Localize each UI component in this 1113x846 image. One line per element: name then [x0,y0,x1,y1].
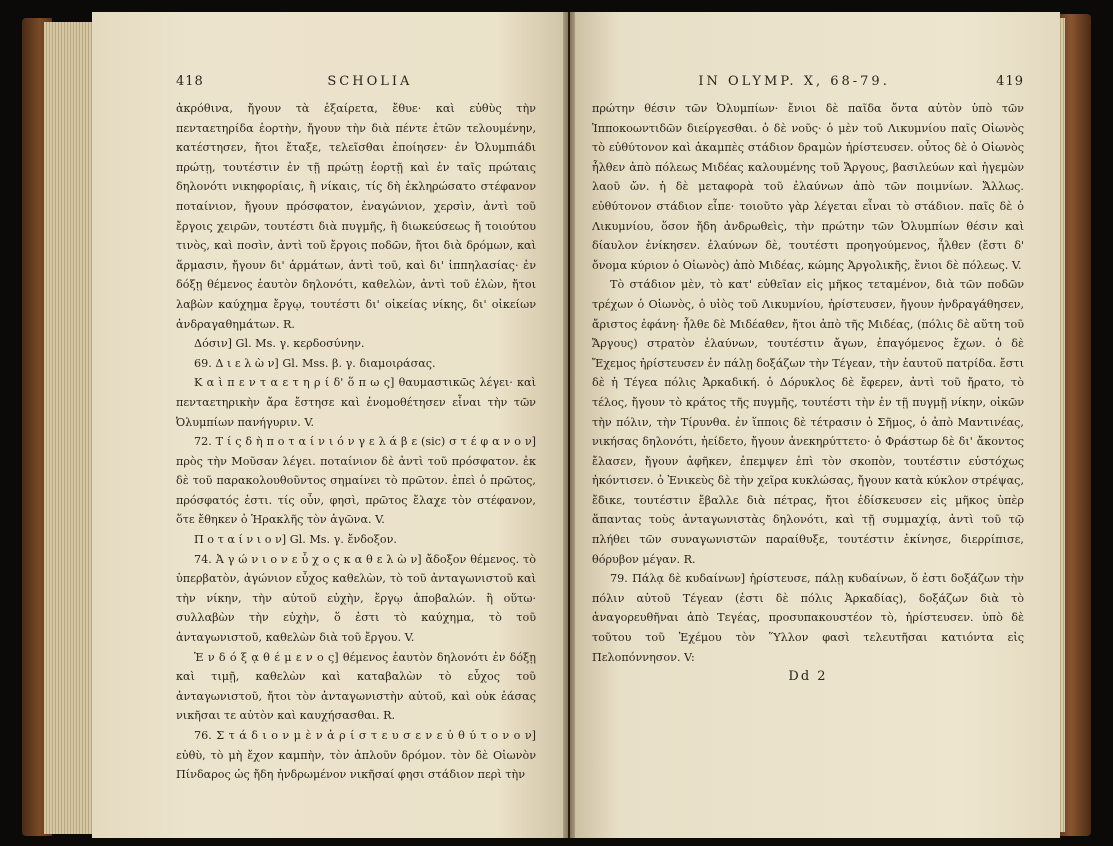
scholion-paragraph: Τὸ στάδιον μὲν, τὸ κατ' εὐθεῖαν εἰς μῆκος τεταμένον, διὰ τῶν ποδῶν τρέχων ὁ Οἰωνὸς, ὁ υἱὸς τοῦ Λικυμνίου, ἠρίστευσεν, ἤγουν ἠνδραγάθησεν, ἄριστος ἐφάνη· ἦλθε δὲ Μιδέαθεν, ἤτοι ἀπὸ τῆς Μιδέας, (πόλις δὲ αὕτη τοῦ Ἄργους) στρατὸν ἐλαύνων, τουτέστιν ἄγων, ἐπαγόμενος ἔχων. ὁ δὲ Ἔχεμος ἠρίστευσεν ἐν πάλῃ δοξάζων τὴν Τέγεαν, τὴν ἑαυτοῦ πατρίδα. ἔστι δὲ ἡ Τέγεα πόλις Ἀρκαδική. ὁ Δόρυκλος δὲ ἔφερεν, ἀντὶ τοῦ ἤρατο, τὸ τέλος, ἤγουν τὸ κράτος τῆς πυγμῆς, τουτέστι τὴν ἐν τῇ πυγμῇ νίκην, οἰκῶν τὴν πόλιν, τὴν Τίρυνθα. ἐν ἵπποις δὲ τέτρασιν ὁ Σῆμος, ὁ ἀπὸ Μαντινέας, νικήσας δηλονότι, ἠείδετο, ἤγουν ἀνεκηρύττετο· ὁ Φράστωρ δὲ δι' ἄκοντος ἔλασεν, ἤγουν ἀφῆκεν, ἐπεμψεν ἐπὶ τὸν σκοπὸν, τουτέστιν εὐστόχως ἠκόντισεν. ὁ Ἐνικεὺς δὲ τὴν χεῖρα κυκλώσας, ἤγουν κατὰ κύκλον στρέψας, ἔδικε, τουτέστιν ἔβαλλε διὰ πέτρας, ἤτοι ἐδίσκευσεν εἰς μῆκος ὑπὲρ ἅπαντας τοὺς ἀνταγωνιστὰς δηλονότι, καὶ τῇ συμμαχίᾳ, ἀντὶ τοῦ τῷ πλήθει τῶν συναγωνιστῶν παραίθυξε, τουτέστιν ἐκίνησε, διερρίπισε, θόρυβον μέγαν. R. [592,278,1024,566]
scholion-paragraph: Κ α ὶ π ε ν τ α ε τ η ρ ί δ' ὅ π ω ς] θαυμαστικῶς λέγει· καὶ πενταετηρικὴν ἄρα ἔστησε καὶ ἐνομοθέτησεν εἶναι τὴν τῶν Ὀλυμπίων πανήγυριν. V. [176,376,536,429]
scholion-paragraph: 72. Τ ί ς δ ὴ π ο τ α ί ν ι ό ν γ ε λ ά β ε (sic) σ τ έ φ α ν ο ν] πρὸς τὴν Μοῦσαν λέγει. ποταίνιον δὲ ἀντὶ τοῦ πρόσφατον. ἐκ δὲ τοῦ παρακολουθοῦντος σημαίνει τὸ πρῶτον. ἐπεὶ ὁ πρῶτος, πρόσφατός ἐστι. τίς οὖν, φησὶ, πρῶτος ἔλαχε τὸν στέφανον, ὅτε ἔθηκεν ὁ Ἡρακλῆς τὸν ἀγῶνα. V. [176,435,536,527]
left-page-text [176,99,536,785]
signature-text: Dd 2 [788,669,828,685]
scholion-paragraph: Ἐ ν δ ό ξ ᾳ θ έ μ ε ν ο ς] θέμενος ἑαυτὸν δηλονότι ἐν δόξῃ καὶ τιμῇ, καθελὼν καὶ καταβαλὼν τὸ εὖχος τοῦ ἀνταγωνιστοῦ, ἤτοι τὸν ἀνταγωνιστὴν αὐτοῦ, καὶ οὐκ ἐάσας νικῆσαι τε αὐτὸν καὶ καυχήσασθαι. R. [176,650,536,723]
scholion-paragraph: πρώτην θέσιν τῶν Ὀλυμπίων· ἔνιοι δὲ παῖδα ὄντα αὐτὸν ὑπὸ τῶν Ἱπποκοωντιδῶν διείργεσθαι. ὁ δὲ νοῦς· ὁ μὲν τοῦ Λικυμνίου παῖς Οἰωνὸς τὸ εὐθύτονον καὶ ἀκαμπὲς στάδιον δραμὼν ἠρίστευσεν. οὗτος δὲ ὁ Οἰωνὸς ἦλθεν ἀπὸ πόλεως Μιδέας καλουμένης τοῦ Ἄργους, βασιλεύων καὶ ἡγεμὼν λαοῦ ὤν. ἡ δὲ μεταφορὰ τοῦ ἐλαύνων ἀπὸ τῶν ποιμνίων. Ἄλλως. εὐθύτονον στάδιον εἶπε· τοιοῦτο γὰρ λέγεται εἶναι τὸ στάδιον. παῖς δὲ ὁ Λικυμνίου, ὅσον ἤδη ἀνδρωθεὶς, τὴν πρώτην τῶν Ὀλυμπίων θέσιν καὶ δίαυλον ἐνίκησεν. ἐλαύνων δὲ, τουτέστι προηγούμενος, ἦλθεν (ἔστι δ' ὄνομα κύριον ὁ Οἰωνὸς) ἀπὸ Μιδέας, κώμης Ἀργολικῆς, ἔνιοι δὲ πόλεως. V. [592,102,1024,272]
scholion-paragraph: ἀκρόθινα, ἤγουν τὰ ἐξαίρετα, ἔθυε· καὶ εὐθὺς τὴν πενταετηρίδα ἑορτὴν, ἤγουν τὴν διὰ πέντε ἐτῶν τελουμένην, κατέστησεν, ἤτοι ἔταξε, τελεῖσθαι ἐποίησεν· ἐν Ὀλυμπιάδι πρώτῃ, τουτέστιν ἐν τῇ πρώτῃ ἑορτῇ καὶ ἐν ταῖς πρώταις δηλονότι νικηφορίαις, ἢ νίκαις, τίς δὴ ἐκληρώσατο στέφανον ποταίνιον, ἤγουν πρόσφατον, ἐναγώνιον, χερσὶν, ἀντὶ τοῦ ἔργοις χειρῶν, τουτέστι διὰ πυγμῆς, ἢ διωκεύσεως ἤ τοιούτου τινὸς, καὶ ποσὶν, ἀντὶ τοῦ ἔργοις ποδῶν, ἤτοι διὰ δρόμων, καὶ ἅρμασιν, ἤγουν δι' ἁρμάτων, ἀντὶ τοῦ, καὶ δι' ἱππηλασίας· ἐν δόξῃ θέμενος ἑαυτὸν δηλονότι, καθελὼν, ἀντὶ τοῦ ἑλὼν, ἤτοι λαβὼν καύχημα ἔργῳ, τουτέστι δι' οἰκείας νίκης, δι' οἰκείων ἀνδραγαθημάτων. R. [176,102,536,331]
scholion-paragraph: Δόσιν] Gl. Ms. γ. κερδοσύνην. [194,337,365,351]
scholion-paragraph: 79. Πάλᾳ δὲ κυδαίνων] ἠρίστευσε, πάλῃ κυδαίνων, ὅ ἐστι δοξάζων τὴν πόλιν αὐτοῦ Τέγεαν (ἐστι δὲ πόλις Ἀρκαδίας), δοξάζων διὰ τὸ ἀναγορευθῆναι ἀπὸ Τεγέας, προσυπακουστέον τὸ, ἠρίστευσεν. ὑπὸ δὲ τοῦτου τοῦ Ἐχέμου τὸν Ὕλλον φασὶ τελευτῆσαι κατιόντα εἰς Πελοπόννησον. V: [592,572,1024,664]
scholion-paragraph: 76. Σ τ ά δ ι ο ν μ ὲ ν ἀ ρ ί σ τ ε υ σ ε ν ε ὐ θ ύ τ ο ν ο ν] εὐθὺ, τὸ μὴ ἔχον καμπὴν, τὸν ἁπλοῦν δρόμον. τὸν δὲ Οἰωνὸν Πίνδαρος ὡς ἤδη ἠνδρωμένον νικῆσαί φησι στάδιον περὶ τὴν [176,729,536,782]
scholion-paragraph: Π ο τ α ί ν ι ο ν] Gl. Ms. γ. ἔνδοξον. [194,533,397,547]
scholion-paragraph: 69. Δ ι ε λ ὼ ν] Gl. Mss. β. γ. διαμοιράσας. [194,356,436,370]
book-gutter [563,12,575,838]
right-page-text [592,99,1024,667]
left-page-number: 418 [176,74,204,89]
signature-mark [592,669,1024,684]
right-page [570,12,1060,838]
right-page-number: 419 [996,74,1024,89]
left-running-title: SCHOLIA [327,74,413,89]
right-running-title: IN OLYMP. X, 68-79. [698,74,890,89]
scholion-paragraph: 74. Ἀ γ ώ ν ι ο ν ε ὖ χ ο ς κ α θ ε λ ὼ ν] ἄδοξον θέμενος. τὸ ὑπερβατὸν, ἀγώνιον εὖχος καθελὼν, τὸ τοῦ ἀνταγωνιστοῦ καὶ τὴν νίκην, τὴν αὐτοῦ εὐχὴν, ἔργῳ ἀποβαλών. ἢ οὕτω· συλλαβὼν τὴν εὐχὴν, ὅ ἐστι τὸ καύχημα, τὸ τοῦ ἀνταγωνιστοῦ, καθελὼν διὰ τοῦ ἔργου. V. [176,552,536,645]
left-page [92,12,568,838]
right-running-head [592,74,1024,89]
left-running-head [176,74,536,89]
